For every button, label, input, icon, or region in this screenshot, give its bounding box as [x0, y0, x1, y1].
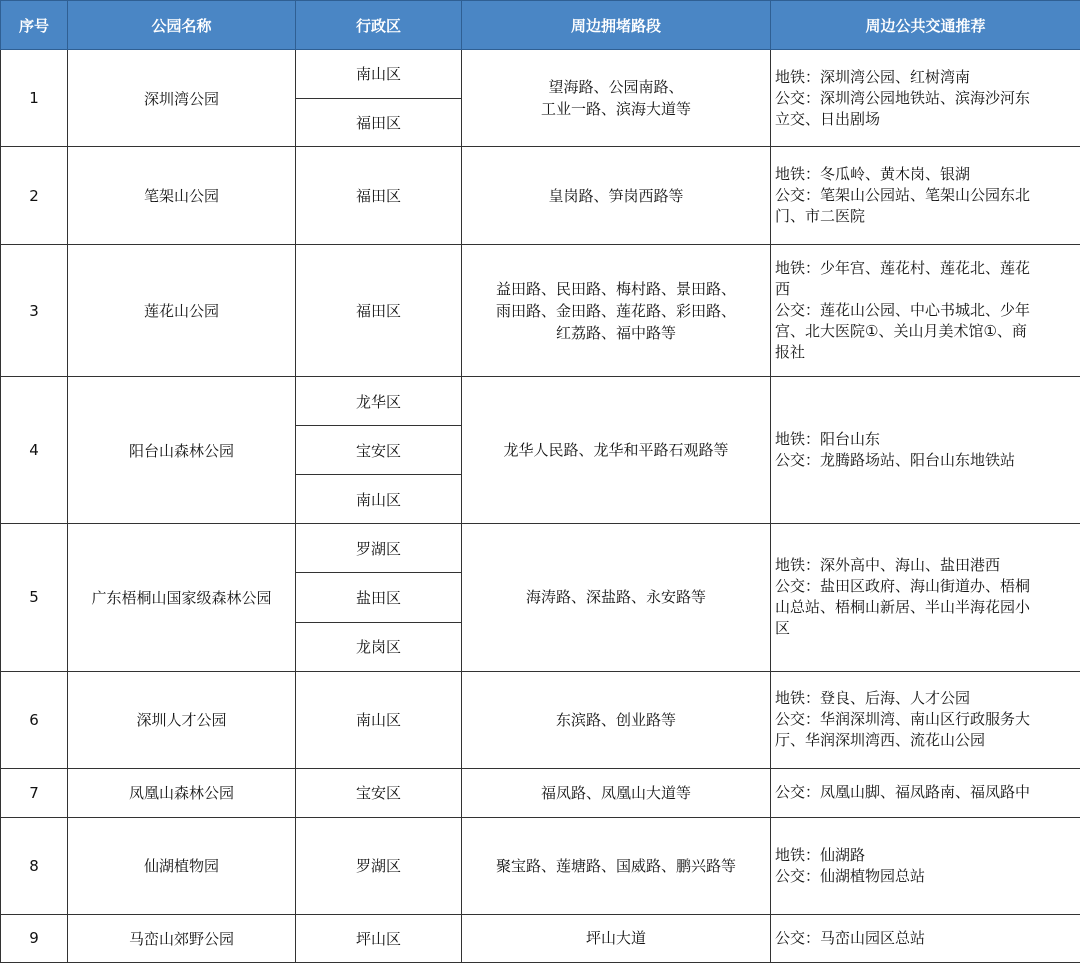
cell-index: 1 [1, 50, 68, 147]
cell-transport [771, 50, 1080, 147]
cell-park-name: 深圳人才公园 [68, 671, 296, 768]
cell-congested-roads [462, 377, 771, 524]
transport-line: 公交：笔架山公园站、笔架山公园东北 [775, 186, 1031, 204]
roads-line: 红荔路、福中路等 [555, 323, 676, 342]
cell-congested-roads [462, 245, 771, 377]
cell-park-name: 阳台山森林公园 [68, 377, 296, 524]
roads-line: 聚宝路、莲塘路、国威路、鹏兴路等 [495, 856, 736, 875]
header-index: 序号 [1, 1, 68, 50]
cell-transport [771, 377, 1080, 524]
cell-transport [771, 147, 1080, 245]
header-row [1, 1, 1080, 50]
transport-line: 公交：龙腾路场站、阳台山东地铁站 [775, 451, 1016, 469]
cell-congested-roads [462, 914, 771, 962]
transport-line: 西 [775, 280, 791, 298]
cell-park-name: 笔架山公园 [68, 147, 296, 245]
cell-district: 盐田区 [296, 573, 462, 622]
cell-district: 福田区 [296, 147, 462, 245]
cell-transport [771, 817, 1080, 914]
roads-line: 坪山大道 [585, 929, 646, 948]
transport-line: 门、市二医院 [775, 207, 866, 225]
transport-line: 宫、北大医院①、关山月美术馆①、商 [775, 322, 1027, 340]
roads-line: 海涛路、深盐路、永安路等 [525, 588, 706, 607]
table-row [1, 817, 1080, 914]
header-park-name: 公园名称 [68, 1, 296, 50]
transport-line: 厅、华润深圳湾西、流花山公园 [775, 731, 986, 750]
cell-transport [771, 524, 1080, 672]
transport-line: 地铁：登良、后海、人才公园 [775, 689, 971, 708]
table-row [1, 377, 1080, 426]
roads-line: 工业一路、滨海大道等 [540, 100, 691, 118]
transport-line: 地铁：少年宫、莲花村、莲花北、莲花 [775, 259, 1031, 277]
transport-line: 地铁：深外高中、海山、盐田港西 [775, 556, 1001, 575]
cell-congested-roads [462, 671, 771, 768]
transport-line: 地铁：阳台山东 [775, 430, 881, 448]
cell-transport [771, 245, 1080, 377]
transport-line: 地铁：仙湖路 [775, 845, 866, 864]
table-row [1, 50, 1080, 99]
header-transport: 周边公共交通推荐 [771, 1, 1080, 50]
cell-index: 3 [1, 245, 68, 377]
cell-index: 5 [1, 524, 68, 672]
cell-congested-roads [462, 147, 771, 245]
cell-congested-roads [462, 524, 771, 672]
cell-district: 宝安区 [296, 768, 462, 817]
header-congested-roads: 周边拥堵路段 [462, 1, 771, 50]
cell-district: 福田区 [296, 245, 462, 377]
roads-line: 龙华人民路、龙华和平路石观路等 [503, 441, 729, 459]
cell-district: 罗湖区 [296, 817, 462, 914]
transport-line: 公交：盐田区政府、海山街道办、梧桐 [775, 577, 1031, 596]
cell-park-name: 仙湖植物园 [68, 817, 296, 914]
transport-line: 公交：仙湖植物园总站 [775, 866, 926, 885]
cell-congested-roads [462, 50, 771, 147]
table-row [1, 245, 1080, 377]
cell-park-name: 马峦山郊野公园 [68, 914, 296, 962]
cell-district: 南山区 [296, 50, 462, 99]
cell-district: 龙岗区 [296, 622, 462, 671]
cell-congested-roads [462, 768, 771, 817]
table-row [1, 671, 1080, 768]
cell-index: 2 [1, 147, 68, 245]
table-row [1, 524, 1080, 573]
cell-district: 宝安区 [296, 426, 462, 475]
cell-district: 福田区 [296, 98, 462, 147]
cell-park-name: 莲花山公园 [68, 245, 296, 377]
cell-transport [771, 671, 1080, 768]
roads-line: 福凤路、凤凰山大道等 [540, 783, 691, 802]
cell-transport [771, 768, 1080, 817]
table-row [1, 768, 1080, 817]
table-body [1, 50, 1080, 963]
cell-park-name: 深圳湾公园 [68, 50, 296, 147]
cell-transport [771, 914, 1080, 962]
cell-district: 坪山区 [296, 914, 462, 962]
cell-district: 南山区 [296, 475, 462, 524]
transport-line: 公交：深圳湾公园地铁站、滨海沙河东 [775, 88, 1031, 107]
cell-district: 龙华区 [296, 377, 462, 426]
cell-index: 4 [1, 377, 68, 524]
roads-line: 东滨路、创业路等 [555, 710, 676, 729]
cell-index: 6 [1, 671, 68, 768]
roads-line: 皇岗路、笋岗西路等 [548, 186, 684, 205]
transport-line: 公交：马峦山园区总站 [775, 928, 926, 947]
roads-line: 雨田路、金田路、莲花路、彩田路、 [495, 301, 736, 320]
cell-district: 罗湖区 [296, 524, 462, 573]
transport-line: 公交：凤凰山脚、福凤路南、福凤路中 [775, 783, 1031, 802]
header-district: 行政区 [296, 1, 462, 50]
transport-line: 地铁：深圳湾公园、红树湾南 [775, 67, 971, 86]
transport-line: 公交：华润深圳湾、南山区行政服务大 [775, 710, 1031, 729]
table-row [1, 914, 1080, 962]
transport-line: 公交：莲花山公园、中心书城北、少年 [775, 301, 1031, 319]
transport-line: 地铁：冬瓜岭、黄木岗、银湖 [775, 165, 971, 183]
roads-line: 益田路、民田路、梅村路、景田路、 [495, 279, 736, 298]
table-row [1, 147, 1080, 245]
cell-index: 9 [1, 914, 68, 962]
transport-line: 区 [775, 619, 791, 638]
roads-line: 望海路、公园南路、 [548, 78, 684, 96]
cell-index: 7 [1, 768, 68, 817]
transport-line: 山总站、梧桐山新居、半山半海花园小 [775, 598, 1031, 617]
cell-park-name: 凤凰山森林公园 [68, 768, 296, 817]
transport-line: 报社 [775, 343, 806, 361]
cell-district: 南山区 [296, 671, 462, 768]
cell-congested-roads [462, 817, 771, 914]
cell-index: 8 [1, 817, 68, 914]
transport-line: 立交、日出剧场 [775, 109, 881, 128]
cell-park-name: 广东梧桐山国家级森林公园 [68, 524, 296, 672]
